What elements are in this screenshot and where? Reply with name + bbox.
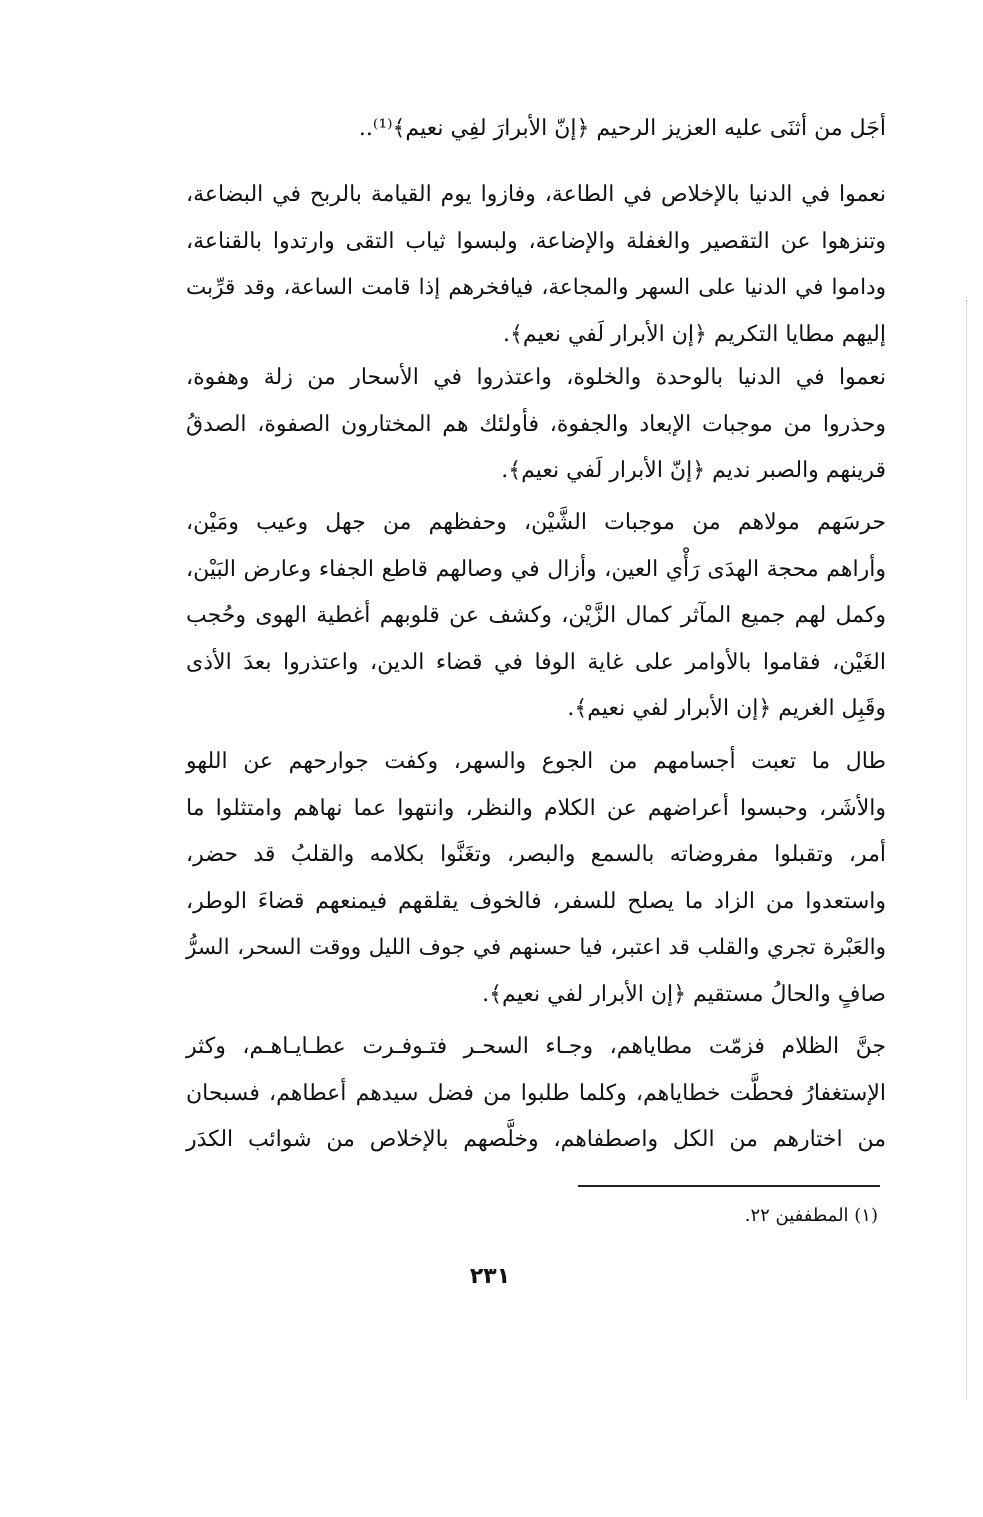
paragraph-4 <box>186 500 886 733</box>
text-line: والعَبْرة تجري والقلب قد اعتبر، فيا حسنهم في جوف الليل ووقت السحر، السرُّ <box>186 935 886 960</box>
paragraph-2 <box>186 172 886 358</box>
paragraph-3 <box>186 355 886 495</box>
text-line: الغَيْن، فقاموا بالأوامر على غاية الوفا في قضاء الدين، واعتذروا بعدَ الأذى <box>186 649 886 675</box>
text-line: من اختارهم من الكل واصطفاهم، وخلَّصهم بالإخلاص من شوائب الكدَر <box>186 1127 886 1152</box>
text-line: أمر، وتقبلوا مفروضاته بالسمع والبصر، وتغَنَّوا بكلامه والقلبُ قد حضر، <box>186 842 886 867</box>
text-line: وقَبِل الغريم ﴿إن الأبرار لفي نعيم﴾. <box>567 696 886 721</box>
scan-edge-divider <box>966 300 967 1400</box>
text-line: صافٍ والحالُ مستقيم ﴿إن الأبرار لفي نعيم﴾. <box>482 981 886 1007</box>
paragraph-6 <box>186 1024 886 1164</box>
text-line: قرينهم والصبر نديم ﴿إنّ الأبرار لَفي نعيم﴾. <box>501 458 886 483</box>
paragraph-5 <box>186 739 886 1018</box>
page-number: ٢٣١ <box>469 1264 511 1289</box>
text-line: والأشَر، وحبسوا أعراضهم عن الكلام والنظر، وانتهوا عما نهاهم وامتثلوا ما <box>186 795 886 821</box>
text-line: الإستغفارُ فحطَّت خطاياهم، وكلما طلبوا من فضل سيدهم أعطاهم، فسبحان <box>186 1080 886 1106</box>
text-line: واستعدوا من الزاد ما يصلح للسفر، فالخوف يقلقهم فيمنعهم قضاءَ الوطر، <box>186 888 886 914</box>
text-line: وأراهم محجة الهدَى رَأْي العين، وأزال في وصالهم قاطع الجفاء وعارض البَيْن، <box>186 556 886 582</box>
text-line: إليهم مطايا التكريم ﴿إن الأبرار لَفي نعيم﴾. <box>503 321 886 347</box>
footnote-divider <box>578 1185 880 1187</box>
text-line: وحذروا من موجبات الإبعاد والجفوة، فأولئك هم المختارون الصفوة، الصدقُ <box>186 411 886 437</box>
text-line: وداموا في الدنيا على السهر والمجاعة، فيافخرهم إذا قامت الساعة، وقد قرِّبت <box>186 275 886 300</box>
text-line: أجَل من أثنَى عليه العزيز الرحيم ﴿إنّ الأبرارَ لفِي نعيم﴾⁽¹⁾.. <box>358 116 886 141</box>
text-line: وتنزهوا عن التقصير والغفلة والإضاعة، ولبسوا ثياب التقى وارتدوا بالقناعة، <box>186 228 886 254</box>
text-line: طال ما تعبت أجسامهم من الجوع والسهر، وكفت جوارحهم عن اللهو <box>186 749 886 774</box>
text-line: نعموا في الدنيا بالوحدة والخلوة، واعتذروا في الأسحار من زلة وهفوة، <box>186 365 886 390</box>
footnote: (١) المطففين ٢٢. <box>744 1205 878 1226</box>
text-line: نعموا في الدنيا بالإخلاص في الطاعة، وفازوا يوم القيامة بالربح في البضاعة، <box>186 182 886 207</box>
paragraph-1 <box>186 106 886 153</box>
text-line: وكمل لهم جميع المآثر كمال الزَّيْن، وكشف عن قلوبهم أغطية الهوى وحُجب <box>186 603 886 628</box>
text-line: حرسَهم مولاهم من موجبات الشَّيْن، وحفظهم من جهل وعيب ومَيْن، <box>186 510 886 535</box>
text-line: جنَّ الظلام فزمّت مطاياهم، وجـاء السحـر فتـوفـرت عطـايـاهـم، وكثر <box>186 1034 886 1059</box>
